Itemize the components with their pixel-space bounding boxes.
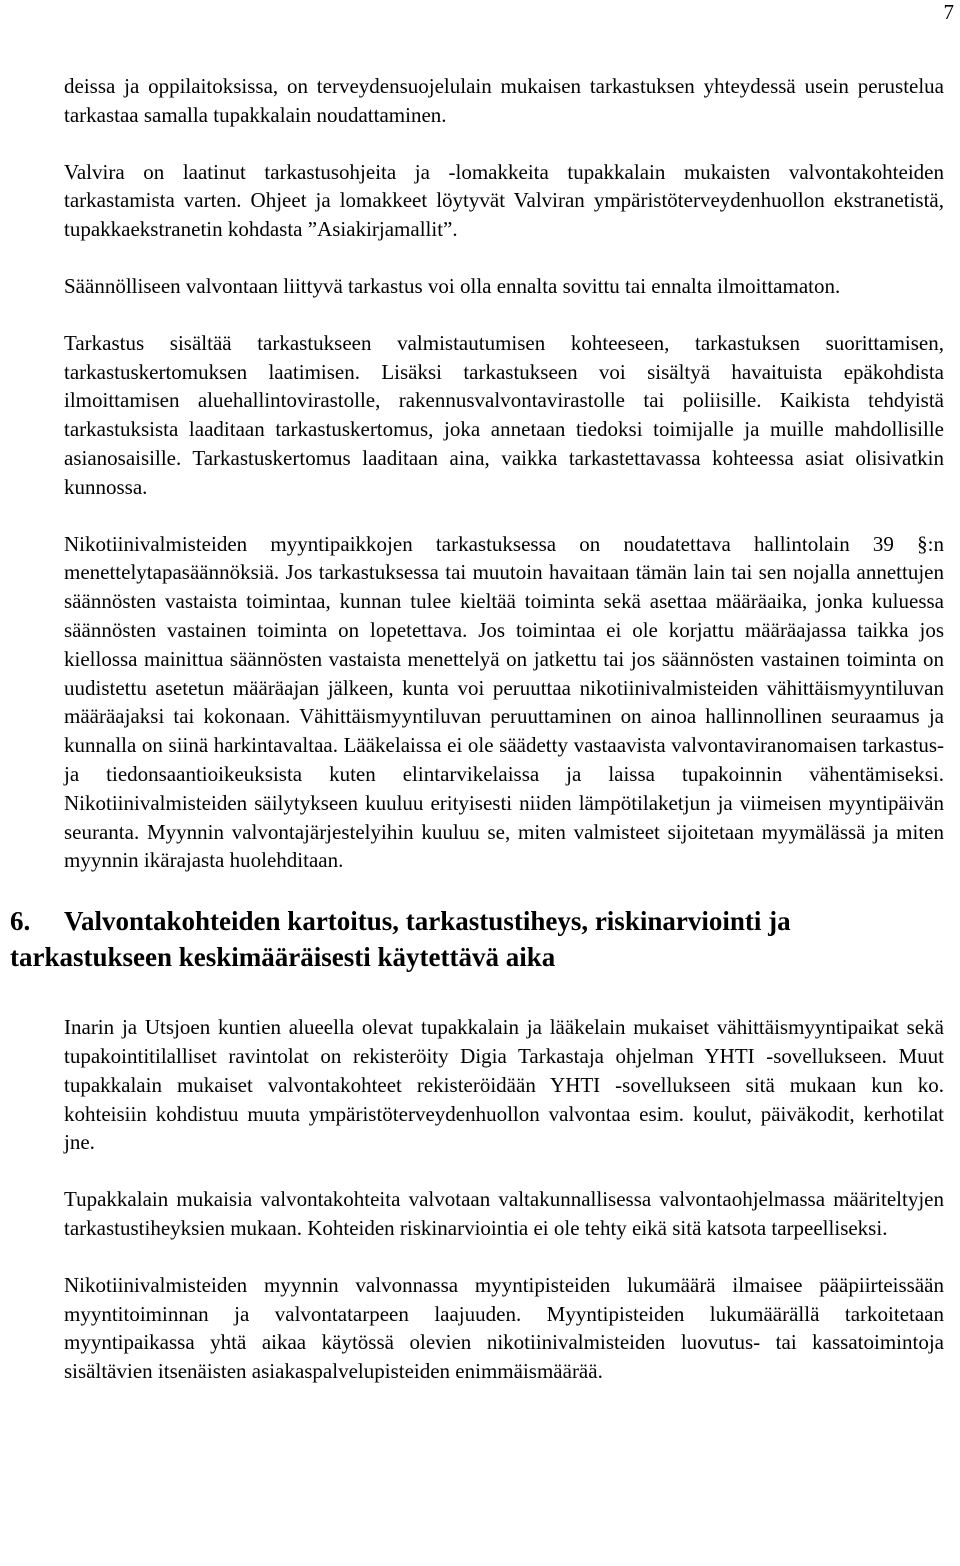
document-body [10,72,944,1414]
section-title: Valvontakohteiden kartoitus, tarkastustiheys, riskinarviointi ja tarkastukseen keskimääräisesti käytettävä aika [10,906,791,973]
page-number: 7 [943,0,954,24]
paragraph: Valvira on laatinut tarkastusohjeita ja -lomakkeita tupakkalain mukaisten valvontakohteiden tarkastamista varten. Ohjeet ja lomakkeet löytyvät Valviran ympäristöterveydenhuollon ekstranetistä, tupakkaekstranetin kohdasta ”Asiakirjamallit”. [64,159,944,242]
paragraph: Inarin ja Utsjoen kuntien alueella olevat tupakkalain ja lääkelain mukaiset vähittäismyyntipaikat sekä tupakointitilalliset ravintolat on rekisteröity Digia Tarkastaja ohjelman YHTI -sovellukseen. Muut tupakkalain mukaiset valvontakohteet rekisteröidään YHTI -sovellukseen sitä mukaan kun ko. kohteisiin kohdistuu muuta ympäristöterveydenhuollon valvontaa esim. koulut, päiväkodit, kerhotilat jne. [64,1015,944,1155]
paragraph: Tarkastus sisältää tarkastukseen valmistautumisen kohteeseen, tarkastuksen suorittamisen, tarkastuskertomuksen laatimisen. Lisäksi tarkastukseen voi sisältyä havaituista epäkohdista ilmoittamisen aluehallintovirastolle, rakennusvalvontavirastolle tai poliisille. Kaikista tehdyistä tarkastuksista laaditaan tarkastuskertomus, joka annetaan tiedoksi toimijalle ja muille mahdollisille asianosaisille. Tarkastuskertomus laaditaan aina, vaikka tarkastettavassa kohteessa asiat olisivatkin kunnossa. [64,330,944,499]
section-number: 6. [10,906,31,937]
paragraph: Nikotiinivalmisteiden myynnin valvonnassa myyntipisteiden lukumäärä ilmaisee pääpiirteissään myyntitoiminnan ja valvontatarpeen laajuuden. Myyntipisteiden lukumäärällä tarkoitetaan myyntipaikassa yhtä aikaa käytössä olevien nikotiinivalmisteiden luovutus- tai kassatoimintoja sisältävien itsenäisten asiakaspalvelupisteiden enimmäismäärää. [64,1272,944,1384]
paragraph: deissa ja oppilaitoksissa, on terveydensuojelulain mukaisen tarkastuksen yhteydessä usein perustelua tarkastaa samalla tupakkalain noudattaminen. [64,74,944,127]
section-heading [10,903,944,975]
paragraph: Nikotiinivalmisteiden myyntipaikkojen tarkastuksessa on noudatettava hallintolain 39 §:n menettelytapasäännöksiä. Jos tarkastuksessa tai muutoin havaitaan tämän lain tai sen nojalla annettujen säännösten vastaista toimintaa, kunnan tulee kieltää toiminta sekä asettaa määräaika, jonka kuluessa säännösten vastainen toiminta on lopetettava. Jos toimintaa ei ole korjattu määräajassa taikka jos kiellossa mainittua säännösten vastaista menettelyä on jatkettu tai jos säännösten vastainen toiminta on uudistettu asetetun määräajan jälkeen, kunta voi peruuttaa nikotiinivalmisteiden vähittäismyyntiluvan määräajaksi tai kokonaan. Vähittäismyyntiluvan peruuttaminen on ainoa hallinnollinen seuraamus ja kunnalla on siinä harkintavaltaa. Lääkelaissa ei ole säädetty vastaavista valvontaviranomaisen tarkastus- ja tiedonsaantioikeuksista kuten elintarvikelaissa ja laissa tupakoinnin vähentämiseksi. Nikotiinivalmisteiden säilytykseen kuuluu erityisesti niiden lämpötilaketjun ja viimeisen myyntipäivän seuranta. Myynnin valvontajärjestelyihin kuuluu se, miten valmisteet sijoitetaan myymälässä ja miten myynnin ikärajasta huolehditaan. [64,531,944,873]
paragraph: Tupakkalain mukaisia valvontakohteita valvotaan valtakunnallisessa valvontaohjelmassa määriteltyjen tarkastustiheyksien mukaan. Kohteiden riskinarviointia ei ole tehty eikä sitä katsota tarpeelliseksi. [64,1187,944,1240]
paragraph: Säännölliseen valvontaan liittyvä tarkastus voi olla ennalta sovittu tai ennalta ilmoittamaton. [64,273,841,298]
